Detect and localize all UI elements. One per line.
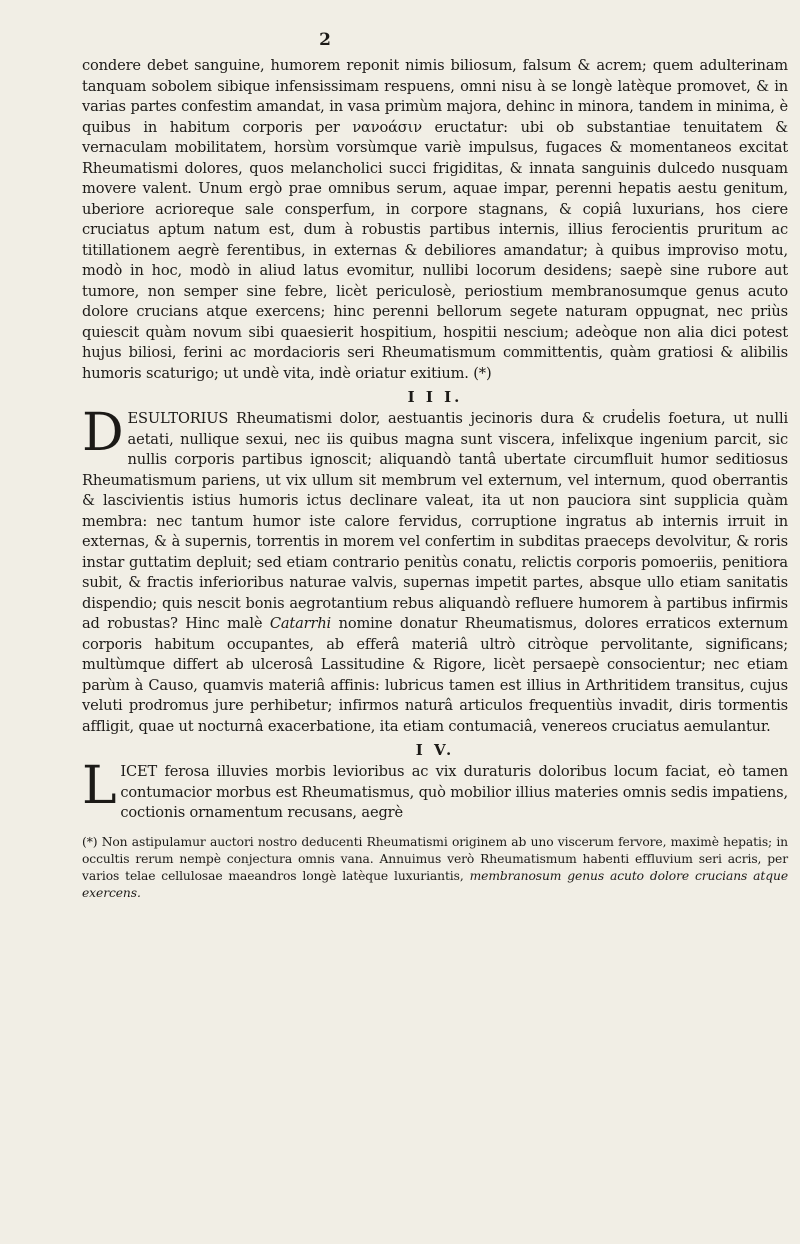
section-heading-4: I V.: [415, 741, 455, 759]
paragraph-section-3-text: ESULTORIUS Rheumatismi dolor, aestuantis jecinoris dura & cruḋelis foetura, ut nulli aetati, nullique sexui, nec iis quibus magna sunt viscera, infelixque ingenium parcit, sic nullis corporis partibus ignoscit; aliquandò tantâ ubertate circumfluit humor seditiosus Rheumatismum pariens, ut vix ullum sit membrum vel externum, vel internum, quod oberrantis & lascivientis istius humoris ictus declinare valeat, ita ut non pauciora sint supplicia quàm membra: nec tantum humor iste calore fervidus, corruptione ingratus ab internis irruit in externas, & à supernis, torrentis in morem vel confertim in subditas praeceps devolvitur, & roris instar guttatim depluit; sed etiam contrario penitùs conatu, relictis corporis pomoeriis, penitiora subit, & fractis inferioribus naturae valvis, supernas impetit partes, absque ullo etiam sanitatis dispendio; quis nescit bonis aegrotantium rebus aliquandò refluere humorem à partibus infirmis ad robustas? Hinc malè Catarrhi nomine donatur Rheumatismus, dolores erraticos externum corporis habitum occupantes, ab efferâ materiâ ultrò citròque pervolitante, significans; multùmque differt ab ulcerosâ Lassitudine & Rigore, licèt persaepè consocientur; nec etiam parùm à Causo, quamvis materiâ affinis: lubricus tamen est illius in Arthritidem transitus, cujus veluti prodromus jure perhibetur; infirmos naturâ articulos frequentiùs invadit, diris tormentis affligit, quae ut nocturnâ exacerbatione, ita etiam contumaciâ, venereos cruciatus aemulantur.: [82, 410, 788, 735]
drop-cap-l: L: [82, 756, 117, 816]
footnote-text: (*) Non astipulamur auctori nostro deducenti Rheumatismi originem ab uno viscerum fervore, maximè hepatis; in occultis rerum nempè conjectura omnis vana. Annuimus verò Rheumatismum habenti effluvium seri acris, per varios telae cellulosae maeandros longè latèque luxuriantis,: [82, 834, 788, 883]
paragraph-section-4: [82, 756, 788, 824]
footnote-italic-quote: membranosum genus acuto dolore crucians atque exercens.: [82, 868, 788, 900]
paragraph-section-4-text: ICET ferosa illuvies morbis levioribus ac vix duraturis doloribus locum faciat, eò tamen contumacior morbus est Rheumatismus, quò mobilior illius materies omnis sedis impatiens, coctionis ornamentum recusans, aegrè: [120, 763, 788, 821]
paragraph-section-3: [82, 403, 788, 737]
italic-catarrhi: Catarrhi: [269, 615, 332, 632]
page-number: 2: [319, 30, 331, 50]
section-heading-3: I I I.: [407, 388, 463, 406]
paragraph-continued: condere debet sanguine, humorem reponit nimis biliosum, falsum & acrem; quem adulterinam tanquam sobolem sibique infensissimam respuens, omni nisu à se longè latèque promovet, & in varias partes confestim amandat, in vasa primùm majora, dehinc in minora, tandem in minima, è quibus in habitum corporis per νανοάσιν eructatur: ubi ob substantiae tenuitatem & vernaculam mobilitatem, horsùm vorsùmque variè impulsus, fugaces & momentaneos excitat Rheumatismi dolores, quos melancholici succi frigiditas, & innata sanguinis dulcedo nusquam movere valent. Unum ergò prae omnibus serum, aquae impar, perenni hepatis aestu genitum, uberiore acrioreque sale consperfum, in corpore stagnans, & copiâ luxurians, hos ciere cruciatus aptum natum est, dum à robustis partibus internis, illius ferocientis pruritum ac titillationem aegrè ferentibus, in externas & debiliores amandatur; à quibus improviso motu, modò in hoc, modò in aliud latus evomitur, nullibi locorum desidens; saepè sine rubore aut tumore, non semper sine febre, licèt periculosè, periostium membranosumque genus acuto dolore crucians atque exercens; hinc perenni bellorum segete naturam oppugnat, nec priùs quiescit quàm novum sibi quaesierit hospitium, hospitii nescium; adeòque non alia dici potest hujus biliosi, ferini ac mordacioris seri Rheumatismum committentis, quàm gratiosi & alibilis humoris scaturigo; ut undè vita, indè oriatur exitium. (*): [82, 57, 788, 382]
footnote: [82, 834, 788, 902]
document-page: [82, 30, 788, 902]
drop-cap-d: D: [82, 403, 124, 463]
